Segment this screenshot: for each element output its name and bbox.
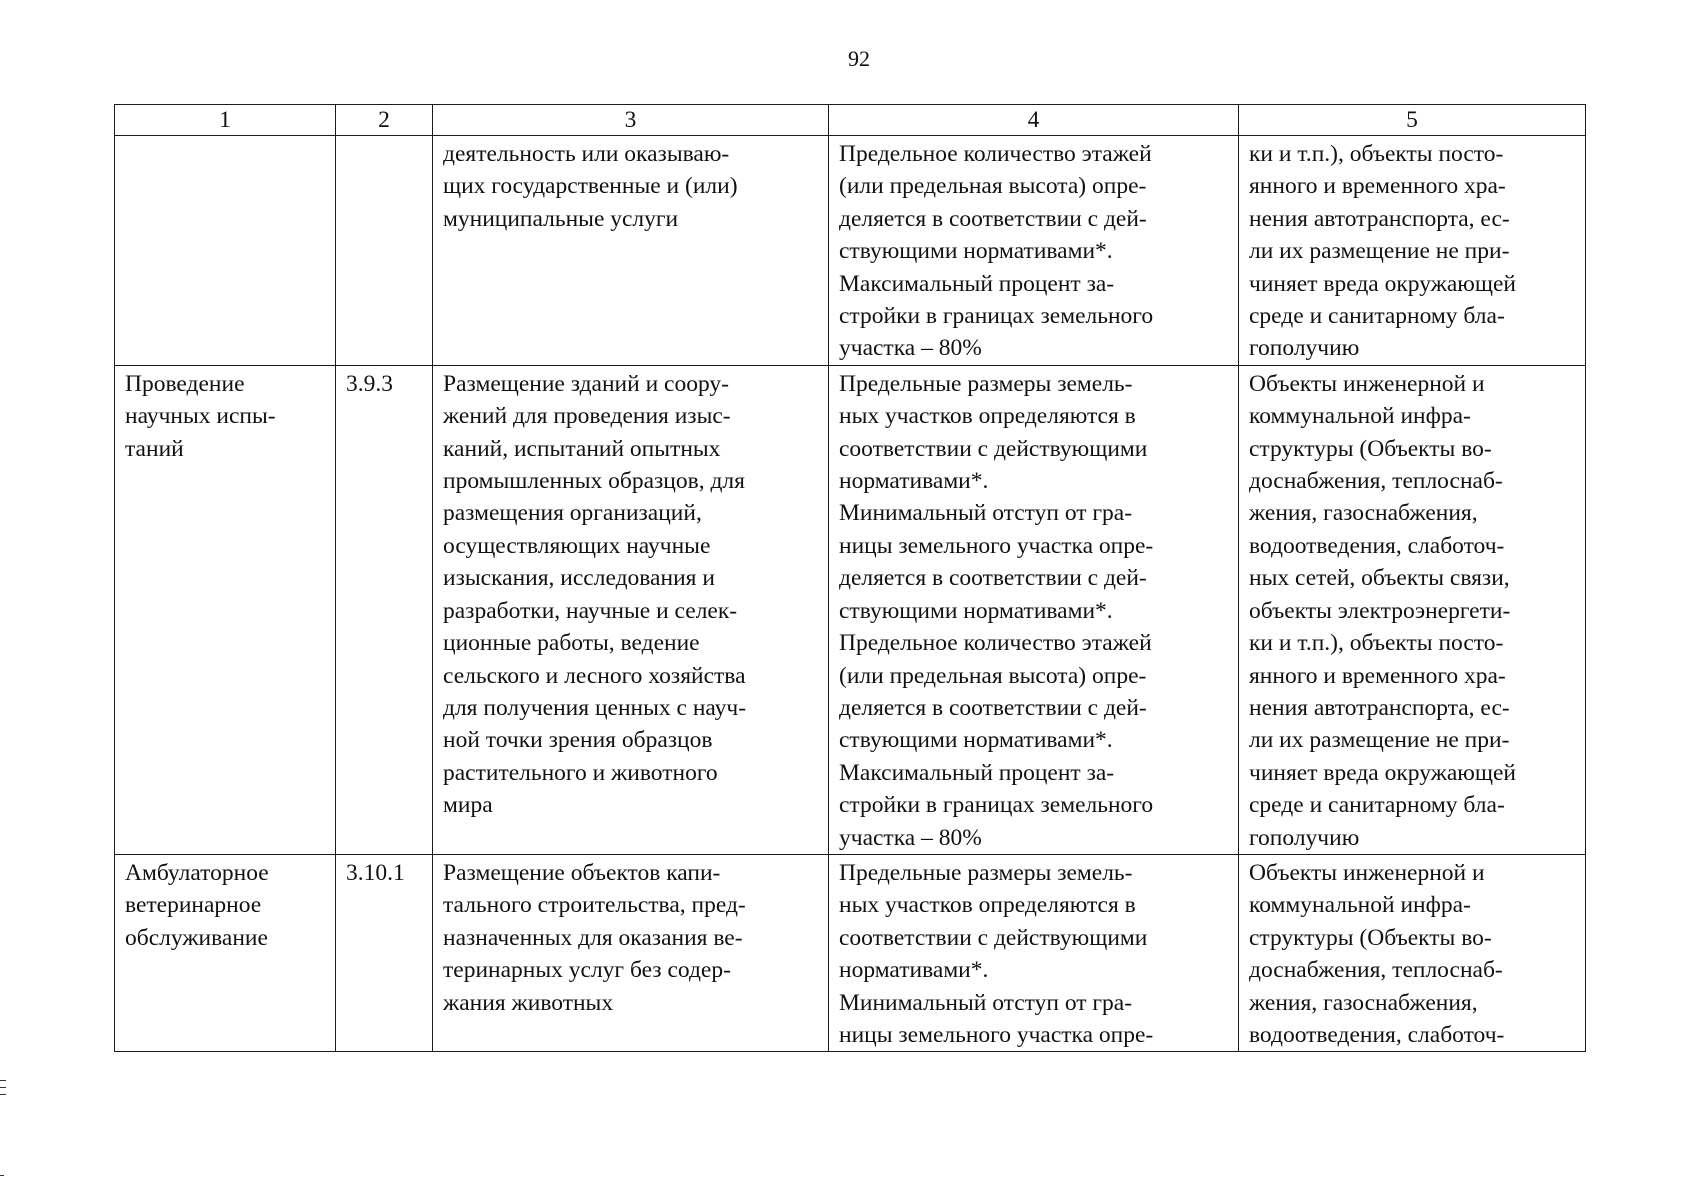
table-row [115,365,1586,854]
cell-use-code: 3.9.3 [336,365,433,854]
cell-auxiliary-objects: Объекты инженерной и коммунальной инфра- структуры (Объекты во- доснабжения, теплоснаб- жения, газоснабжения, водоотведения, слаботоч- ных сетей, объекты связи, объекты электроэнергети- ки и т.п.), объекты посто- янного и временного хра- нения автотранспорта, ес- ли их размещение не при- чиняет вреда окружающей среде и санитарному бла- гополучию [1239,365,1586,854]
cell-use-name: Проведение научных испы- таний [115,365,336,854]
column-header-1: 1 [115,105,336,136]
table-header-row [115,105,1586,136]
cell-parameters: Предельные размеры земель- ных участков определяются в соответствии с действующими нормативами*. Минимальный отступ от гра- ницы земельного участка опре- деляется в соответствии с дей- ствующими нормативами*. Предельное количество этажей (или предельная высота) опре- деляется в соответствии с дей- ствующими нормативами*. Максимальный процент за- стройки в границах земельного участка – 80% [829,365,1239,854]
scan-margin-mark [0,1080,6,1081]
cell-use-code [336,136,433,366]
cell-parameters: Предельное количество этажей (или предельная высота) опре- деляется в соответствии с дей- ствующими нормативами*. Максимальный процент за- стройки в границах земельного участка – 80% [829,136,1239,366]
cell-description: Размещение объектов капи- тального строительства, пред- назначенных для оказания ве- теринарных услуг без содер- жания животных [433,854,829,1051]
cell-description: деятельность или оказываю- щих государственные и (или) муниципальные услуги [433,136,829,366]
cell-parameters: Предельные размеры земель- ных участков определяются в соответствии с действующими нормативами*. Минимальный отступ от гра- ницы земельного участка опре- [829,854,1239,1051]
cell-use-name [115,136,336,366]
table-row [115,136,1586,366]
table-row [115,854,1586,1051]
cell-auxiliary-objects: Объекты инженерной и коммунальной инфра- структуры (Объекты во- доснабжения, теплоснаб- жения, газоснабжения, водоотведения, слаботоч- [1239,854,1586,1051]
column-header-5: 5 [1239,105,1586,136]
scan-margin-mark [0,1175,4,1176]
cell-use-name: Амбулаторное ветеринарное обслуживание [115,854,336,1051]
column-header-4: 4 [829,105,1239,136]
cell-use-code: 3.10.1 [336,854,433,1051]
scan-margin-mark [0,1087,6,1088]
scan-margin-mark [0,1094,6,1095]
cell-auxiliary-objects: ки и т.п.), объекты посто- янного и временного хра- нения автотранспорта, ес- ли их размещение не при- чиняет вреда окружающей среде и санитарному бла- гополучию [1239,136,1586,366]
page-number: 92 [848,46,870,71]
column-header-3: 3 [433,105,829,136]
cell-description: Размещение зданий и соору- жений для проведения изыс- каний, испытаний опытных промышленных образцов, для размещения организаций, осуществляющих научные изыскания, исследования и разработки, научные и селек- ционные работы, ведение сельского и лесного хозяйства для получения ценных с науч- ной точки зрения образцов растительного и животного мира [433,365,829,854]
land-use-table [114,104,1586,1052]
column-header-2: 2 [336,105,433,136]
